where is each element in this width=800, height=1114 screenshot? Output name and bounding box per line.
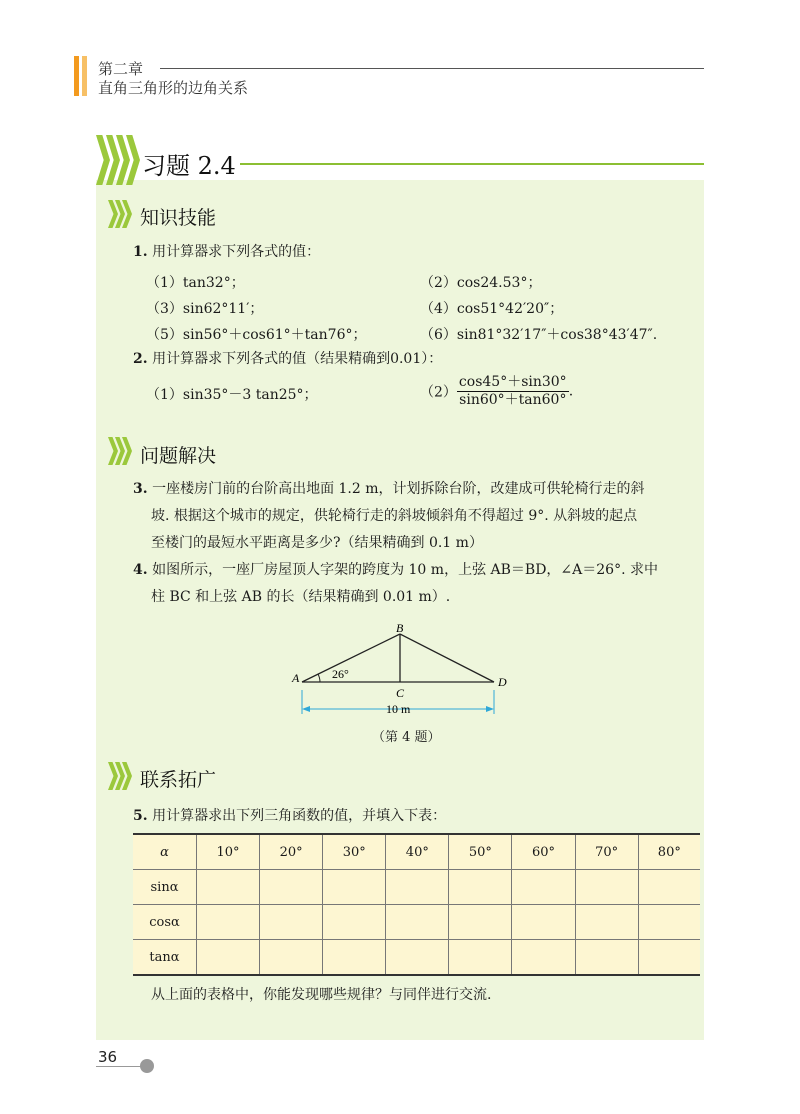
table-row (133, 905, 700, 940)
table-header-cell: 70° (575, 834, 638, 870)
question-3-line: 坡. 根据这个城市的规定，供轮椅行走的斜坡倾斜角不得超过 9°. 从斜坡的起点 (151, 508, 638, 524)
exercise-title: 习题 2.4 (142, 152, 236, 180)
table-cell (512, 940, 575, 976)
q1-item: （4）cos51°42′20″； (420, 301, 564, 317)
fraction-denominator: sin60°＋tan60° (459, 392, 567, 408)
table-cell (197, 905, 260, 940)
table-cell (575, 870, 638, 905)
rafter-bd (400, 634, 494, 682)
table-header-cell: 10° (197, 834, 260, 870)
question-3-line: 至楼门的最短水平距离是多少?（结果精确到 0.1 m） (151, 535, 483, 551)
question-number: 4. (133, 562, 148, 578)
footer-rule (96, 1066, 142, 1067)
section-chevron-icon (108, 200, 129, 228)
header-rule (160, 68, 704, 69)
section-chevron-icon (108, 762, 129, 790)
question-2 (133, 348, 442, 370)
question-5 (133, 805, 446, 827)
question-number: 3. (133, 481, 148, 497)
question-1 (133, 241, 320, 263)
figure-caption: （第 4 题） (372, 730, 441, 745)
exercise-title-rule (240, 163, 704, 165)
table-cell (386, 905, 449, 940)
question-4-line: 柱 BC 和上弦 AB 的长（结果精确到 0.01 m）. (151, 589, 451, 605)
table-cell (260, 870, 323, 905)
table-header-cell: 20° (260, 834, 323, 870)
closing-text: 从上面的表格中，你能发现哪些规律？与同伴进行交流. (151, 987, 492, 1003)
table-cell (449, 940, 512, 976)
question-number: 2. (133, 351, 148, 367)
angle-arc (318, 674, 320, 682)
table-cell (449, 905, 512, 940)
table-cell (386, 870, 449, 905)
table-cell (323, 940, 386, 976)
q1-item: （6）sin81°32′17″＋cos38°43′47″. (420, 327, 658, 343)
question-text: 如图所示，一座厂房屋顶人字架的跨度为 10 m，上弦 AB＝BD，∠A＝26°. 求中 (152, 562, 658, 578)
table-cell (512, 870, 575, 905)
section-chevron-icon (108, 437, 129, 465)
dimension-arrow-right (486, 706, 494, 712)
question-text: 用计算器求下列各式的值： (152, 244, 321, 260)
row-label: sinα (133, 870, 197, 905)
q2-item: （1）sin35°－3 tan25°； (146, 387, 318, 403)
q1-item: （3）sin62°11′； (146, 301, 264, 317)
section-title-problem-solving: 问题解决 (140, 445, 217, 467)
question-text: 一座楼房门前的台阶高出地面 1.2 m，计划拆除台阶，改建成可供轮椅行走的斜 (152, 481, 645, 497)
table-header-cell: 30° (323, 834, 386, 870)
q1-item: （5）sin56°＋cos61°＋tan76°； (146, 327, 367, 343)
table-cell (449, 870, 512, 905)
exercise-chevron-icon (96, 135, 136, 185)
table-cell (575, 940, 638, 976)
q1-item: （2）cos24.53°； (420, 275, 542, 291)
table-cell (197, 940, 260, 976)
q2-item-fraction: （2） $\frac{\cos 45^\circ+\sin 30^\circ}{\sin 60^\circ+\tan 60^\circ}$ . (420, 374, 574, 408)
table-cell (575, 905, 638, 940)
table-cell (197, 870, 260, 905)
table-cell (638, 905, 700, 940)
question-number: 5. (133, 808, 148, 824)
page-number: 36 (98, 1048, 118, 1066)
table-cell (323, 905, 386, 940)
span-label: 10 m (386, 702, 411, 716)
table-header-row (133, 834, 700, 870)
rafter-ab (302, 634, 400, 682)
chapter-label: 第二章 (98, 60, 144, 78)
section-title-extension: 联系拓广 (140, 769, 217, 791)
fraction-numerator: cos45°＋sin30° (458, 374, 567, 390)
table-header-cell: 50° (449, 834, 512, 870)
table-cell (260, 905, 323, 940)
table-cell (260, 940, 323, 976)
question-text: 用计算器求出下列三角函数的值，并填入下表： (152, 808, 447, 824)
table-cell (386, 940, 449, 976)
table-header-cell: 80° (638, 834, 700, 870)
footer-dot-icon (140, 1059, 154, 1073)
table-cell (638, 940, 700, 976)
row-label: tanα (133, 940, 197, 976)
table-cell (512, 905, 575, 940)
question-3 (133, 478, 645, 500)
question-number: 1. (133, 244, 148, 260)
q1-item: （1）tan32°； (146, 275, 245, 291)
question-text: 用计算器求下列各式的值（结果精确到0.01）： (152, 351, 443, 367)
label-a: A (292, 671, 300, 685)
chapter-title: 直角三角形的边角关系 (98, 79, 249, 97)
table-row (133, 940, 700, 976)
table-cell (638, 870, 700, 905)
table-header-cell: α (133, 834, 197, 870)
table-row (133, 870, 700, 905)
trig-table (133, 833, 700, 976)
dimension-arrow-left (302, 706, 310, 712)
chapter-marker (74, 56, 90, 96)
question-4 (133, 559, 658, 581)
angle-label: 26° (332, 667, 349, 681)
table-header-cell: 60° (512, 834, 575, 870)
section-title-skills: 知识技能 (140, 207, 217, 229)
table-cell (323, 870, 386, 905)
label-c: C (396, 686, 405, 700)
label-b: B (396, 621, 404, 635)
row-label: cosα (133, 905, 197, 940)
table-header-cell: 40° (386, 834, 449, 870)
label-d: D (498, 675, 507, 689)
